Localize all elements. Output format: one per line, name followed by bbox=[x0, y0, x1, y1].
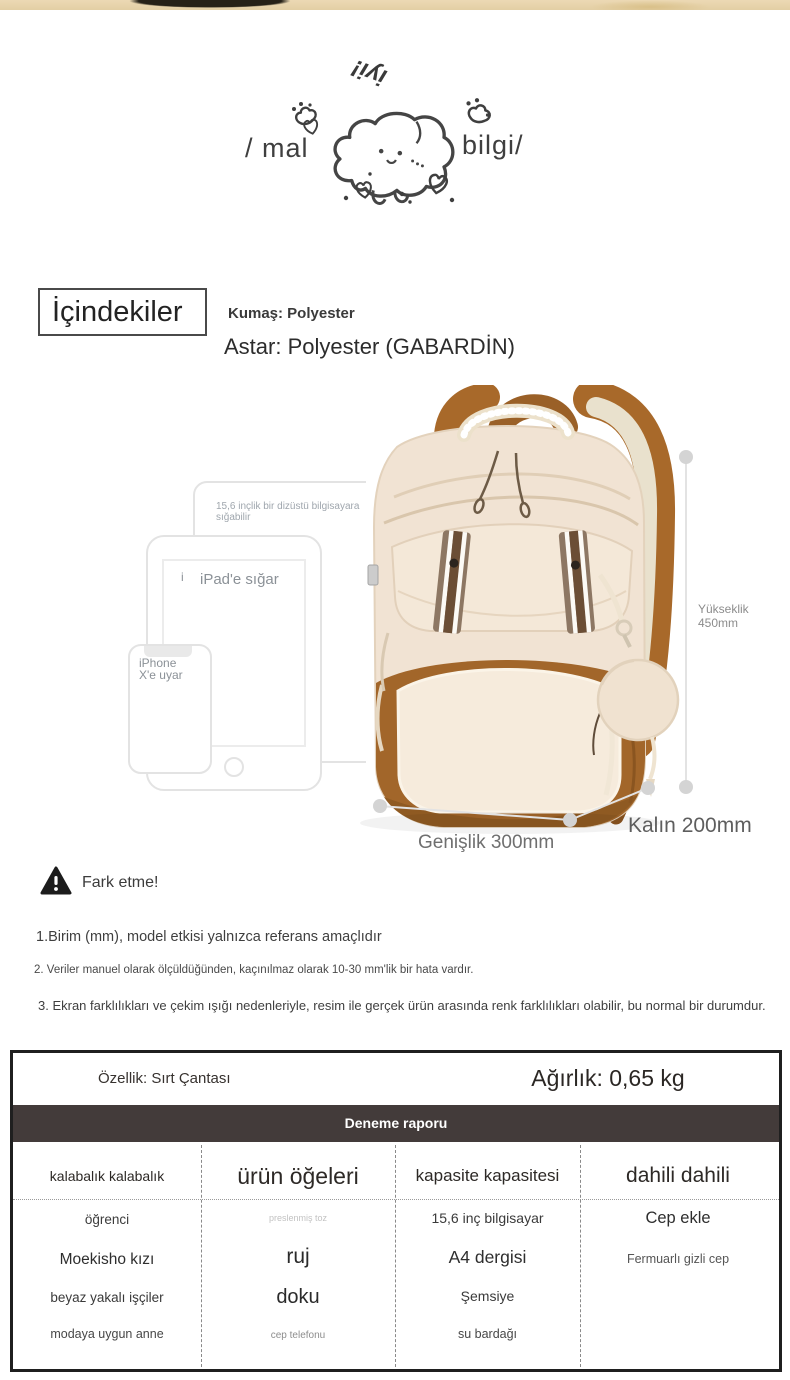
weight-label: Ağırlık: 0,65 kg bbox=[531, 1065, 685, 1091]
measurement-lines bbox=[0, 380, 790, 870]
contents-title-box bbox=[38, 288, 207, 336]
contents-title: İçindekiler bbox=[52, 296, 183, 328]
height-dimension-label: Yükseklik 450mm bbox=[698, 602, 749, 630]
warning-note-3: 3. Ekran farklılıkları ve çekim ışığı nedenleriyle, resim ile gerçek ürün arasında renk farklılıkları olabilir, bu normal bir durumdur. bbox=[38, 998, 766, 1013]
warning-note-1: 1.Birim (mm), model etkisi yalnızca referans amaçlıdır bbox=[36, 929, 382, 945]
table-cell: Cep ekle bbox=[645, 1209, 711, 1227]
iphone-note-line2: X'e uyar bbox=[139, 668, 183, 682]
table-cell: Fermuarlı gizli cep bbox=[626, 1252, 730, 1266]
column-header-internal: dahili dahili bbox=[626, 1164, 730, 1187]
lining-label: Astar: Polyester (GABARDİN) bbox=[224, 334, 515, 359]
column-header-crowd: kalabalık kalabalık bbox=[49, 1168, 165, 1184]
laptop-note: 15,6 inçlik bir dizüstü bilgisayara sığabilir bbox=[216, 501, 360, 523]
table-cell: cep telefonu bbox=[270, 1330, 326, 1341]
column-header-capacity: kapasite kapasitesi bbox=[415, 1166, 560, 1185]
warning-note-2: 2. Veriler manuel olarak ölçüldüğünden, kaçınılmaz olarak 10-30 mm'lik bir hata vardır. bbox=[34, 964, 474, 976]
depth-dimension-label: Kalın 200mm bbox=[628, 814, 752, 837]
paw-print-icon bbox=[460, 96, 494, 132]
table-cell: öğrenci bbox=[84, 1212, 130, 1227]
table-cell: modaya uygun anne bbox=[50, 1327, 164, 1341]
width-dimension-label: Genişlik 300mm bbox=[418, 832, 555, 853]
warning-title: Fark etme! bbox=[82, 874, 159, 891]
table-cell: beyaz yakalı işçiler bbox=[50, 1290, 164, 1305]
header-divider bbox=[13, 1199, 779, 1200]
fabric-label: Kumaş: Polyester bbox=[228, 305, 355, 322]
table-cell: su bardağı bbox=[457, 1327, 518, 1341]
table-cell: Moekisho kızı bbox=[59, 1251, 155, 1268]
table-cell: A4 dergisi bbox=[448, 1247, 527, 1267]
doodle-left-text: / mal bbox=[245, 133, 309, 163]
ipad-info-i: i bbox=[181, 570, 184, 584]
photo-edge-strip bbox=[0, 0, 790, 10]
spec-table bbox=[10, 1050, 782, 1372]
table-cell: 15,6 inç bilgisayar bbox=[431, 1210, 544, 1226]
doodle-scribble-text: iyi! bbox=[348, 53, 391, 92]
report-band: Deneme raporu bbox=[13, 1105, 779, 1142]
table-cell: Şemsiye bbox=[460, 1288, 515, 1304]
table-cell: ruj bbox=[286, 1245, 310, 1268]
column-header-product-items: ürün öğeleri bbox=[237, 1163, 359, 1189]
table-cell: doku bbox=[276, 1286, 320, 1308]
warning-icon bbox=[40, 866, 72, 896]
doodle-right-text: bilgi/ bbox=[462, 130, 524, 160]
feature-label: Özellik: Sırt Çantası bbox=[98, 1070, 231, 1087]
table-cell: preslenmiş toz bbox=[268, 1213, 328, 1223]
doodle-dots bbox=[340, 168, 470, 208]
iphone-note-line1: iPhone bbox=[139, 656, 177, 670]
ipad-note: iPad'e sığar bbox=[200, 571, 279, 588]
